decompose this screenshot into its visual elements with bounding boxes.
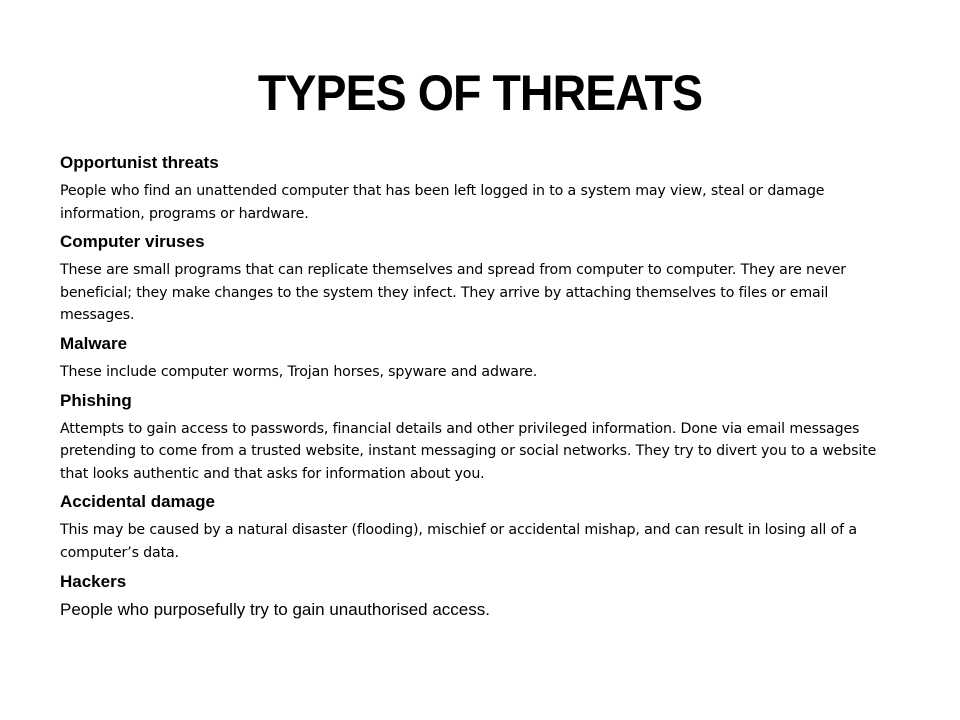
section-malware xyxy=(60,333,900,384)
section-hackers xyxy=(60,571,900,621)
section-heading: Opportunist threats xyxy=(60,153,219,172)
section-heading: Malware xyxy=(60,333,128,353)
section-heading: Accidental damage xyxy=(60,492,215,512)
section-text: This may be caused by a natural disaster (flooding), mischief or accidental mishap, and can result in losing all of a computer’s data. xyxy=(60,522,857,561)
section-computer-viruses xyxy=(60,231,900,327)
section-text: People who find an unattended computer that has been left logged in to a system may view, steal or damage information, programs or hardware. xyxy=(60,183,825,222)
slide-content xyxy=(60,152,900,627)
section-text: Attempts to gain access to passwords, financial details and other privileged information. Done via email messages pretending to come from a trusted website, instant messaging or social networks. They try to divert you to a website that looks authentic and that asks for information about you. xyxy=(60,420,877,482)
section-opportunist-threats xyxy=(60,152,900,225)
section-phishing xyxy=(60,390,900,486)
section-accidental-damage xyxy=(60,491,900,564)
section-heading: Computer viruses xyxy=(60,232,205,252)
section-heading: Hackers xyxy=(60,571,127,591)
section-text: These are small programs that can replicate themselves and spread from computer to computer. They are never beneficial; they make changes to the system they infect. They arrive by attaching themselves to files or email messages. xyxy=(60,262,846,324)
section-text: These include computer worms, Trojan horses, spyware and adware. xyxy=(60,363,538,380)
section-heading: Phishing xyxy=(60,390,132,410)
slide-title: TYPES OF THREATS xyxy=(257,65,703,121)
section-text: People who purposefully try to gain unauthorised access. xyxy=(60,599,490,619)
